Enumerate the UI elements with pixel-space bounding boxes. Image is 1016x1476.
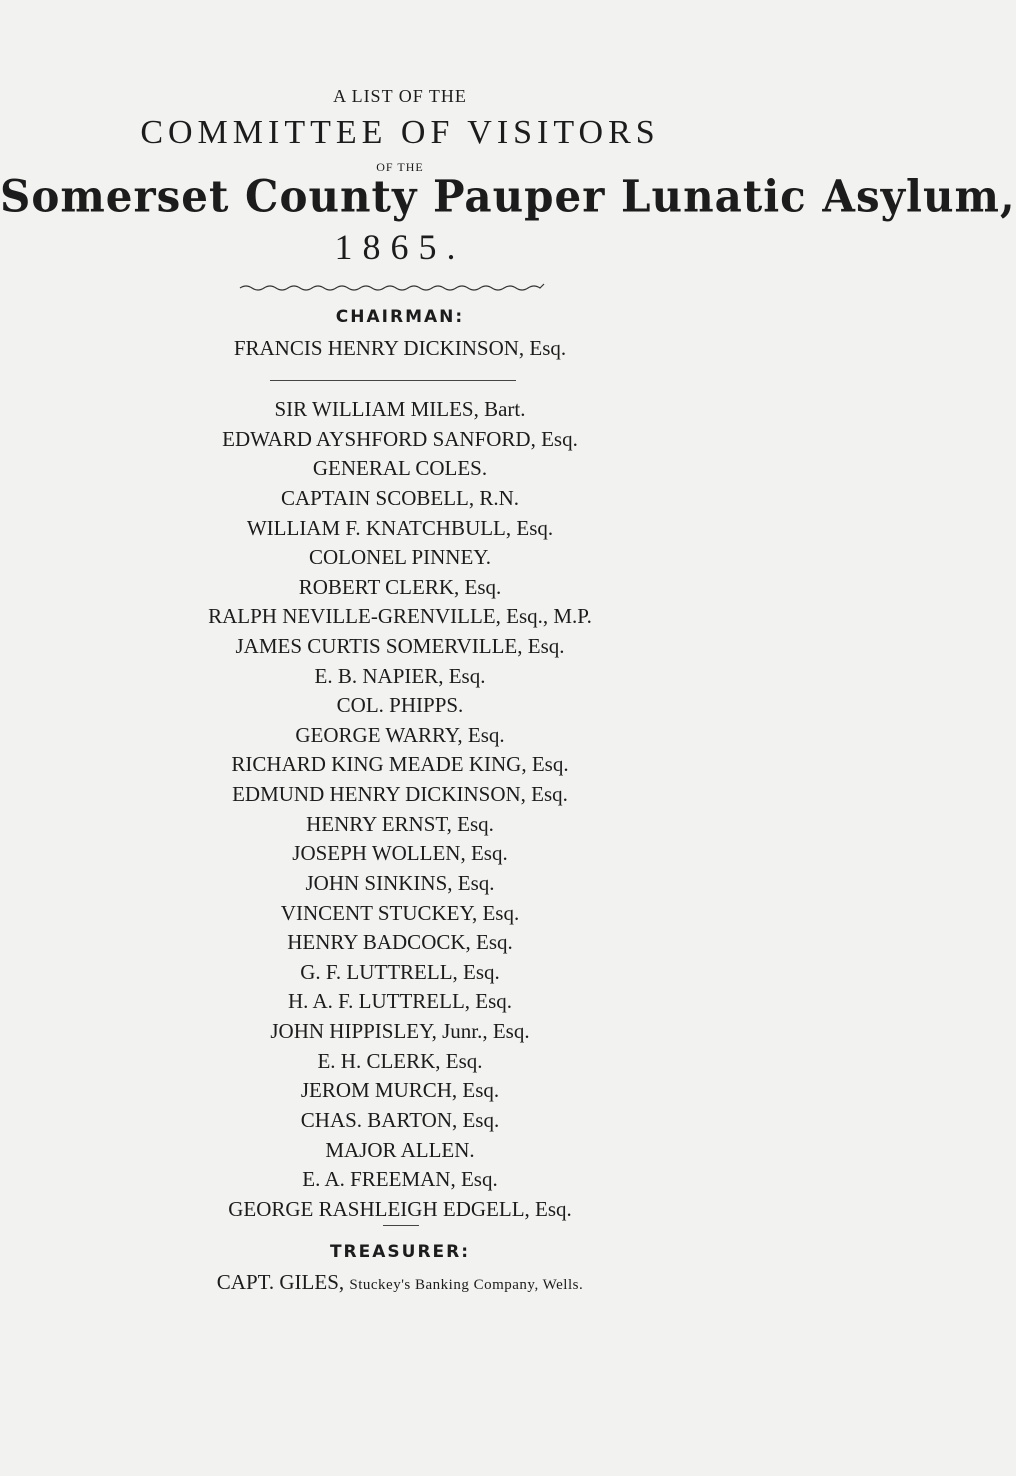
member-name: GEORGE WARRY, Esq. [295,722,505,747]
section-divider [270,380,516,381]
member-name: GENERAL COLES. [312,456,488,481]
member-name: CHAS. BARTON, Esq. [300,1107,500,1132]
member-name: COL. PHIPPS. [336,693,464,718]
treasurer-line [0,1270,800,1295]
member-name: JEROM MURCH, Esq. [300,1078,500,1103]
chairman-name: FRANCIS HENRY DICKINSON, Esq. [233,336,567,360]
member-name: HENRY ERNST, Esq. [306,811,494,836]
member-name: H. A. F. LUTTRELL, Esq. [287,989,513,1014]
member-name: WILLIAM F. KNATCHBULL, Esq. [246,515,554,540]
member-name: JOHN HIPPISLEY, Junr., Esq. [270,1019,530,1043]
wavy-divider [240,282,545,294]
member-name: HENRY BADCOCK, Esq. [287,930,513,955]
member-name: JOHN SINKINS, Esq. [305,870,495,895]
page-title: COMMITTEE OF VISITORS [140,114,660,151]
member-name: VINCENT STUCKEY, Esq. [280,900,520,925]
member-name: JOSEPH WOLLEN, Esq. [292,841,508,866]
year: 1865. [334,227,466,267]
pre-title: A LIST OF THE [333,86,467,106]
member-name: ROBERT CLERK, Esq. [298,574,502,599]
treasurer-bank: Stuckey's Banking Company, Wells. [349,1277,584,1293]
member-name: E. A. FREEMAN, Esq. [302,1167,498,1192]
member-name: EDMUND HENRY DICKINSON, Esq. [232,782,568,807]
member-name: RICHARD KING MEADE KING, Esq. [231,752,569,777]
member-name: JAMES CURTIS SOMERVILLE, Esq. [235,634,565,658]
treasurer-divider [383,1225,419,1226]
member-name: E. B. NAPIER, Esq. [314,663,486,688]
chairman-label: CHAIRMAN: [335,307,465,327]
treasurer-name: CAPT. GILES, [216,1270,345,1294]
member-name: G. F. LUTTRELL, Esq. [300,959,500,984]
treasurer-label: TREASURER: [329,1242,471,1262]
member-name: EDWARD AYSHFORD SANFORD, Esq. [222,426,578,451]
member-name: RALPH NEVILLE-GRENVILLE, Esq., M.P. [208,604,592,629]
member-name: E. H. CLERK, Esq. [317,1048,483,1073]
member-name: SIR WILLIAM MILES, Bart. [274,397,526,421]
member-name: GEORGE RASHLEIGH EDGELL, Esq. [228,1196,572,1221]
member-name: COLONEL PINNEY. [309,545,491,570]
member-name: MAJOR ALLEN. [325,1137,475,1162]
of-the-caption: OF THE [376,160,424,174]
member-name: CAPTAIN SCOBELL, R.N. [280,485,520,510]
institution-name: Somerset County Pauper Lunatic Asylum, [0,170,1016,223]
